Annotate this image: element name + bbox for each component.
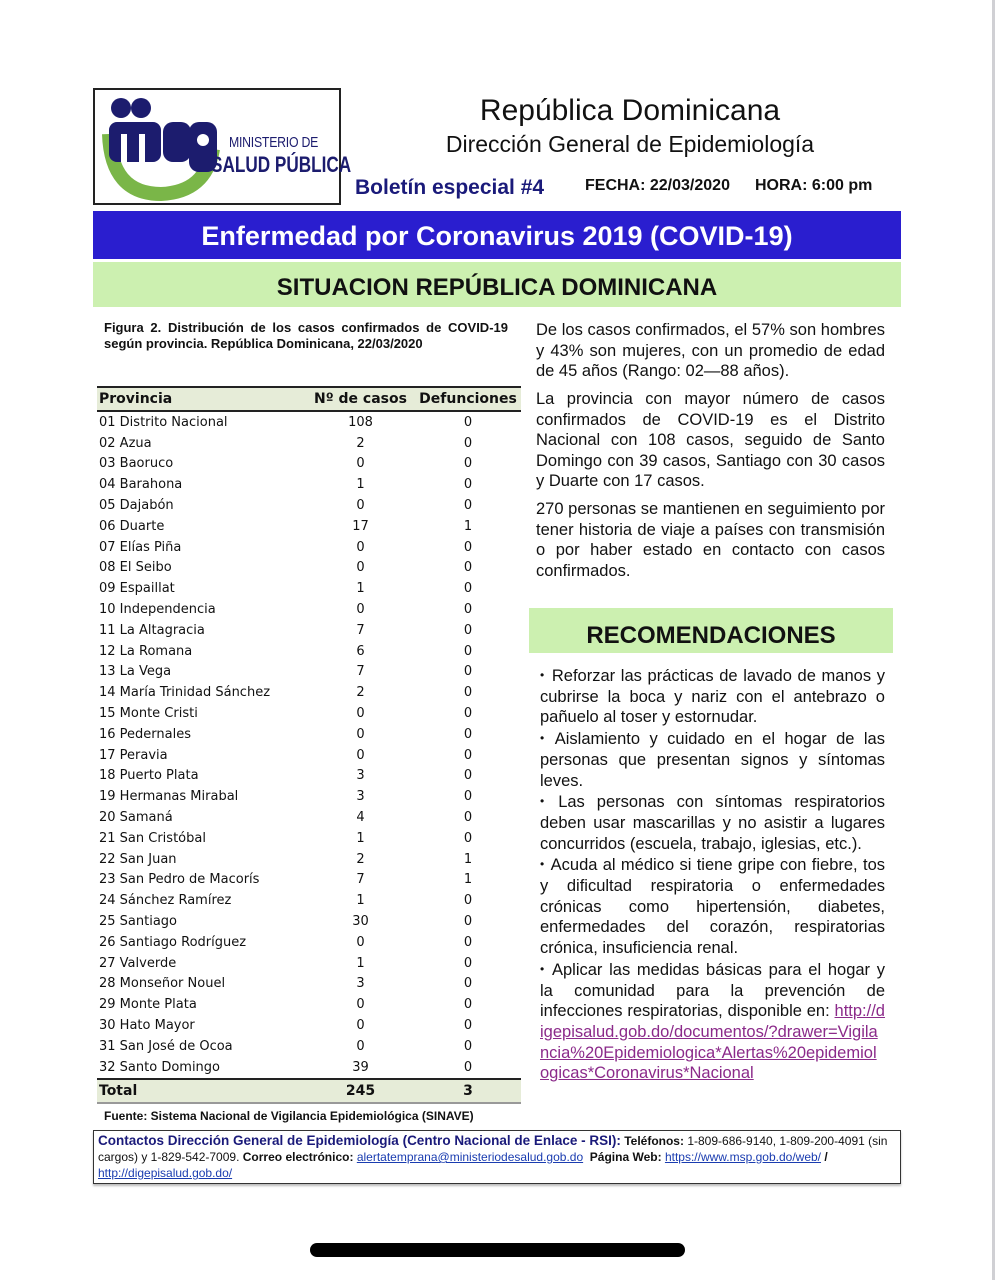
table-header-row [97, 387, 521, 411]
cell-provincia: 04 Barahona [99, 477, 183, 493]
bullet-icon: • [540, 668, 545, 682]
table-row [97, 537, 521, 558]
cell-casos: 39 [352, 1059, 369, 1075]
cell-provincia: 23 San Pedro de Macorís [99, 872, 260, 888]
msp-logo [93, 88, 352, 205]
cell-provincia: 10 Independencia [99, 602, 216, 618]
table-row [97, 433, 521, 454]
contacts-lead: Contactos Dirección General de Epidemiología (Centro Nacional de Enlace - RSI): [98, 1133, 621, 1148]
cell-defunciones: 0 [463, 997, 473, 1013]
table-row [97, 724, 521, 745]
document-subtitle: Dirección General de Epidemiología [445, 131, 815, 157]
cell-provincia: 25 Santiago [99, 914, 178, 930]
bullet-icon: • [540, 731, 545, 746]
cell-casos: 2 [356, 685, 365, 701]
cell-defunciones: 0 [463, 976, 473, 992]
cell-provincia: 05 Dajabón [99, 498, 174, 514]
table-row [97, 454, 521, 475]
cell-provincia: 27 Valverde [99, 955, 177, 971]
cell-provincia: 29 Monte Plata [99, 997, 197, 1013]
cell-provincia: 32 Santo Domingo [99, 1059, 220, 1075]
cell-defunciones: 0 [463, 643, 473, 659]
logo-line2: SALUD PÚBLICA [211, 152, 352, 177]
msp-web-link[interactable]: https://www.msp.gob.do/web/ [664, 1150, 822, 1164]
table-row [97, 766, 521, 787]
bullet-icon: • [540, 961, 545, 976]
cell-casos: 0 [356, 934, 365, 950]
cell-provincia: 09 Espaillat [99, 581, 175, 597]
cell-provincia: 08 El Seibo [99, 560, 172, 576]
table-row [97, 1015, 521, 1036]
cell-casos: 0 [356, 997, 365, 1013]
cell-defunciones: 0 [463, 498, 473, 514]
cell-casos: 1 [356, 955, 365, 971]
cell-provincia: 01 Distrito Nacional [99, 414, 228, 430]
cell-casos: 0 [356, 726, 365, 742]
cell-casos: 1 [356, 477, 365, 493]
cell-casos: 7 [356, 664, 365, 680]
bullet-icon: • [540, 794, 545, 809]
cell-casos: 3 [356, 768, 365, 784]
table-row [97, 911, 521, 932]
document-title: República Dominicana [479, 94, 781, 127]
cell-provincia: 16 Pedernales [99, 726, 192, 742]
table-row [97, 932, 521, 953]
province-table-body [97, 411, 521, 1079]
summary-paragraph-sex-age: De los casos confirmados, el 57% son hombres y 43% son mujeres, con un promedio de edad de 45 años (Rango: 02—88 años). [536, 321, 885, 380]
recommendation-item: • Aislamiento y cuidado en el hogar de las personas que presentan signos y síntomas leves. [540, 730, 885, 790]
cell-defunciones: 0 [463, 768, 473, 784]
cell-casos: 30 [352, 914, 369, 930]
cell-provincia: 18 Puerto Plata [99, 768, 199, 784]
cell-defunciones: 0 [463, 934, 473, 950]
cell-provincia: 28 Monseñor Nouel [99, 976, 226, 992]
cell-defunciones: 0 [463, 477, 473, 493]
cell-provincia: 07 Elías Piña [99, 539, 182, 555]
cell-defunciones: 0 [463, 581, 473, 597]
cell-defunciones: 0 [463, 726, 473, 742]
table-row [97, 1036, 521, 1057]
cell-provincia: 26 Santiago Rodríguez [99, 934, 247, 950]
table-row [97, 703, 521, 724]
cell-provincia: 06 Duarte [99, 518, 165, 534]
cell-casos: 3 [356, 789, 365, 805]
recommendations-banner: RECOMENDACIONES [529, 608, 893, 653]
cell-casos: 4 [356, 810, 365, 826]
cell-defunciones: 0 [463, 810, 473, 826]
cell-defunciones: 0 [463, 955, 473, 971]
table-row [97, 849, 521, 870]
cell-defunciones: 0 [463, 1018, 473, 1033]
table-row [97, 953, 521, 974]
cell-defunciones: 0 [463, 1038, 473, 1054]
cell-provincia: 22 San Juan [99, 851, 177, 867]
contacts-box [93, 1130, 901, 1184]
table-row [97, 974, 521, 995]
table-row [97, 786, 521, 807]
table-row [97, 807, 521, 828]
cell-defunciones: 0 [463, 747, 473, 763]
cell-provincia: 31 San José de Ocoa [99, 1038, 233, 1054]
table-row [97, 516, 521, 537]
recommendation-item: • Reforzar las prácticas de lavado de manos y cubrirse la boca y nariz con el antebrazo o pañuelo al toser y estornudar. [540, 667, 885, 727]
cell-casos: 1 [356, 581, 365, 597]
cell-casos: 7 [356, 622, 365, 638]
cell-casos: 0 [356, 706, 365, 722]
phones-value: 1-809-686-9140, 1-809-200-4091 (sin cargos) y 1-829-542-7009. [98, 1134, 888, 1164]
cell-defunciones: 0 [463, 706, 473, 722]
cell-provincia: 11 La Altagracia [99, 622, 205, 638]
cell-casos: 0 [356, 602, 365, 618]
cell-provincia: 15 Monte Cristi [99, 706, 198, 722]
table-row [97, 411, 521, 433]
table-source: Fuente: Sistema Nacional de Vigilancia Epidemiológica (SINAVE) [104, 1109, 474, 1123]
table-row [97, 682, 521, 703]
cell-casos: 2 [356, 435, 365, 451]
cell-provincia: 20 Samaná [99, 810, 173, 826]
summary-paragraph-top-provinces: La provincia con mayor número de casos confirmados de COVID-19 es el Distrito Nacional con 108 casos, seguido de Santo Domingo con 39 casos, Santiago con 30 casos y Duarte con 17 casos. [536, 390, 885, 490]
recommendations-link[interactable]: http://digepisalud.gob.do/documentos/?drawer=Vigilancia%20Epidemiologica*Alertas%20epidemiologicas*Coronavirus*Nacional [540, 1002, 885, 1083]
home-indicator-bar[interactable] [310, 1243, 685, 1257]
column-header-casos: Nº de casos [306, 387, 415, 411]
cell-provincia: 24 Sánchez Ramírez [99, 893, 232, 909]
cell-defunciones: 0 [463, 560, 473, 576]
figure-caption: Figura 2. Distribución de los casos confirmados de COVID-19 según provincia. República Dominicana, 22/03/2020 [104, 320, 508, 351]
table-row [97, 558, 521, 579]
province-table [97, 386, 521, 1104]
cell-defunciones: 0 [463, 456, 473, 472]
cell-defunciones: 0 [463, 414, 473, 430]
table-row [97, 870, 521, 891]
table-row [97, 578, 521, 599]
cell-provincia: 02 Azua [99, 435, 152, 451]
cell-defunciones: 0 [463, 602, 473, 618]
main-banner: Enfermedad por Coronavirus 2019 (COVID-19) [93, 211, 901, 259]
table-row [97, 828, 521, 849]
recommendation-item: • Acuda al médico si tiene gripe con fiebre, tos y dificultad respiratoria o enfermedades crónicas como hipertensión, diabetes, enfermedades del corazón, respiratorias crónica, insuficiencia renal. [540, 856, 885, 958]
recommendation-item: • Aplicar las medidas básicas para el hogar y la comunidad para la prevención de infecciones respiratorias, disponible en: http://digepisalud.gob.do/documentos/?drawer=Vigilancia%20Epidemiologica*Alertas%20epidemiologicas*Coronavirus*Nacional [540, 960, 885, 1083]
email-label: Correo electrónico: [242, 1150, 354, 1164]
table-row [97, 890, 521, 911]
cell-defunciones: 0 [463, 914, 473, 930]
cell-casos: 0 [356, 560, 365, 576]
phones-label: Teléfonos: [624, 1134, 684, 1148]
table-row [97, 620, 521, 641]
table-row [97, 474, 521, 495]
cell-casos: 108 [348, 414, 373, 430]
cell-defunciones: 0 [463, 893, 473, 909]
cell-provincia: 30 Hato Mayor [99, 1018, 195, 1033]
cell-casos: 2 [356, 851, 365, 867]
cell-casos: 0 [356, 456, 365, 472]
cell-casos: 0 [356, 1018, 365, 1033]
cell-defunciones: 1 [463, 518, 473, 534]
link-separator: / [824, 1150, 828, 1164]
cell-defunciones: 0 [463, 622, 473, 638]
email-link[interactable]: alertatemprana@ministeriodesalud.gob.do [356, 1150, 584, 1164]
cell-casos: 0 [356, 747, 365, 763]
cell-defunciones: 0 [463, 435, 473, 451]
column-header-provincia: Provincia [97, 387, 306, 411]
cell-casos: 7 [356, 872, 365, 888]
cell-defunciones: 1 [463, 851, 473, 867]
cell-provincia: 03 Baoruco [99, 456, 174, 472]
total-label: Total [97, 1079, 306, 1103]
cell-provincia: 19 Hermanas Mirabal [99, 789, 239, 805]
cell-defunciones: 0 [463, 1059, 473, 1075]
column-header-defunciones: Defunciones [415, 387, 521, 411]
cell-defunciones: 0 [463, 539, 473, 555]
digepisalud-web-link[interactable]: http://digepisalud.gob.do/ [98, 1166, 233, 1180]
table-row [97, 745, 521, 766]
cell-defunciones: 0 [463, 789, 473, 805]
total-defunciones: 3 [415, 1079, 521, 1103]
cell-provincia: 14 María Trinidad Sánchez [99, 685, 271, 701]
cell-defunciones: 0 [463, 830, 473, 846]
cell-defunciones: 0 [463, 664, 473, 680]
recommendations-list [540, 665, 885, 1084]
cell-casos: 6 [356, 643, 365, 659]
cell-provincia: 21 San Cristóbal [99, 830, 206, 846]
msp-logo-icon [101, 94, 221, 202]
summary-paragraph-follow-up: 270 personas se mantienen en seguimiento por tener historia de viaje a países con transmisión o por haber estado en contacto con casos confirmados. [536, 500, 885, 580]
table-row [97, 641, 521, 662]
recommendation-item: • Las personas con síntomas respiratorios deben usar mascarillas y no asistir a lugares concurridos (escuela, trabajo, iglesias, etc.). [540, 793, 885, 853]
bulletin-number: Boletín especial #4 [355, 176, 545, 199]
cell-casos: 1 [356, 893, 365, 909]
table-row [97, 662, 521, 683]
table-total-row [97, 1079, 521, 1103]
total-casos: 245 [306, 1079, 415, 1103]
cell-defunciones: 1 [463, 872, 473, 888]
cell-provincia: 17 Peravia [99, 747, 168, 763]
table-row [97, 495, 521, 516]
bullet-icon: • [540, 857, 545, 872]
bulletin-date: FECHA: 22/03/2020 [585, 177, 730, 194]
cell-casos: 0 [356, 539, 365, 555]
table-row [97, 994, 521, 1015]
web-label: Página Web: [589, 1150, 662, 1164]
cell-defunciones: 0 [463, 685, 473, 701]
bulletin-time: HORA: 6:00 pm [755, 177, 873, 194]
cell-provincia: 12 La Romana [99, 643, 193, 659]
logo-line1: MINISTERIO DE [229, 134, 319, 151]
cell-casos: 0 [356, 1038, 365, 1054]
cell-casos: 3 [356, 976, 365, 992]
table-row [97, 1057, 521, 1079]
cell-casos: 17 [352, 518, 369, 534]
section-banner: SITUACION REPÚBLICA DOMINICANA [93, 262, 901, 307]
cell-provincia: 13 La Vega [99, 664, 172, 680]
cell-casos: 0 [356, 498, 365, 514]
table-row [97, 599, 521, 620]
cell-casos: 1 [356, 830, 365, 846]
